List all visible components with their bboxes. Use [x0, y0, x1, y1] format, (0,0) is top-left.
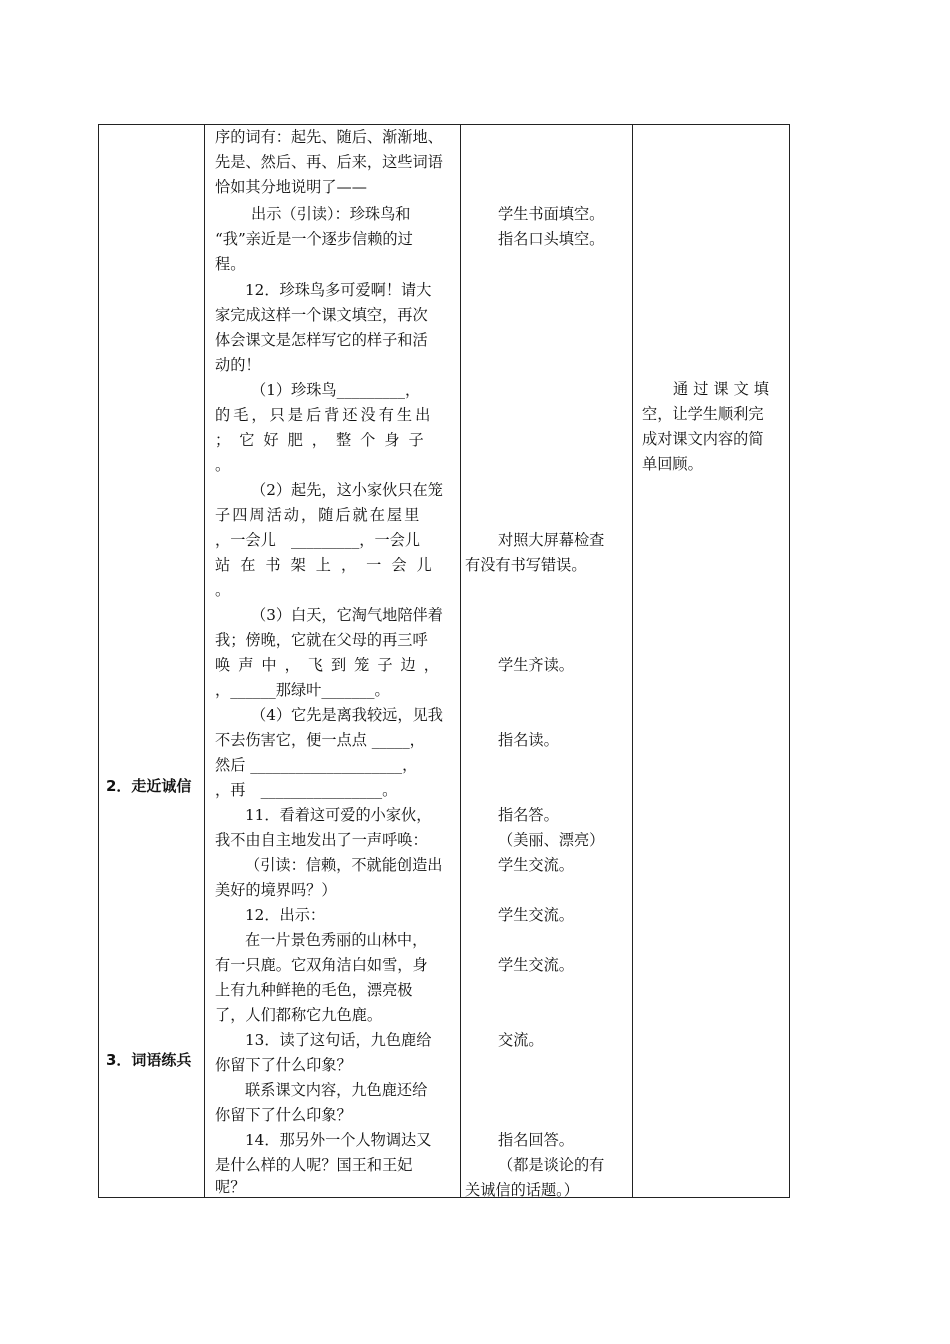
- text-line: 程。: [215, 255, 246, 273]
- text-line: 我不由自主地发出了一声呼唤：: [215, 831, 428, 849]
- text-line: ，______那绿叶_______。: [215, 681, 390, 699]
- text-line: （美丽、漂亮）: [498, 831, 605, 849]
- text-line: 12．珍珠鸟多可爱啊！请大: [245, 281, 432, 299]
- text-line: 空，让学生顺利完: [642, 405, 764, 423]
- text-line: 14．那另外一个人物调达又: [245, 1131, 432, 1149]
- text-line: （4）它先是离我较远，见我: [251, 706, 443, 724]
- text-line: 13．读了这句话，九色鹿给: [245, 1031, 432, 1049]
- text-line: ，一会儿 _________，一会儿: [215, 531, 421, 549]
- text-line: 子四周活动，随后就在屋里: [215, 506, 422, 524]
- text-line: 在一片景色秀丽的山林中，: [245, 931, 428, 949]
- teacher-activity-column: [205, 125, 461, 1198]
- text-line: 关诚信的话题。）: [465, 1181, 579, 1199]
- text-line: 先是、然后、再、后来，这些词语: [215, 153, 443, 171]
- text-line: 我；傍晚，它就在父母的再三呼: [215, 631, 428, 649]
- text-line: ，再 ________________。: [215, 781, 398, 799]
- text-line: 指名答。: [498, 806, 559, 824]
- student-activity-column: [461, 125, 633, 1198]
- text-line: 动的！: [215, 356, 261, 374]
- text-line: 你留下了什么印象？: [215, 1056, 352, 1074]
- text-line: 通过课文填: [673, 380, 774, 398]
- text-line: 唤声中，飞到笼子边，: [215, 656, 447, 674]
- text-line: 12．出示：: [245, 906, 326, 924]
- text-line: （引读：信赖，不就能创造出: [245, 856, 443, 874]
- text-line: 站在书架上，一会儿: [215, 556, 442, 574]
- text-line: （都是谈论的有: [498, 1156, 605, 1174]
- text-line: 学生齐读。: [498, 656, 574, 674]
- text-line: 恰如其分地说明了——: [215, 178, 367, 196]
- text-line: 不去伤害它，便一点点 _____，: [215, 731, 425, 749]
- text-line: 了，人们都称它九色鹿。: [215, 1006, 383, 1024]
- section-title-vocabulary: 3．词语练兵: [106, 1051, 192, 1069]
- text-line: 交流。: [498, 1031, 544, 1049]
- text-line: 美好的境界吗？）: [215, 881, 337, 899]
- section-title-honesty: 2．走近诚信: [106, 777, 192, 795]
- text-line: 你留下了什么印象？: [215, 1106, 352, 1124]
- text-line: 学生交流。: [498, 956, 574, 974]
- text-line: 指名回答。: [498, 1131, 574, 1149]
- text-line: 11．看着这可爱的小家伙，: [245, 806, 432, 824]
- text-line: 指名读。: [498, 731, 559, 749]
- text-line: 。: [215, 581, 231, 599]
- text-line: （2）起先，这小家伙只在笼: [251, 481, 443, 499]
- text-line: ；它好肥，整个身子: [215, 431, 433, 449]
- text-line: 单回顾。: [642, 455, 703, 473]
- text-line: 有没有书写错误。: [465, 556, 587, 574]
- text-line: 呢？: [215, 1178, 246, 1196]
- text-line: 有一只鹿。它双角洁白如雪，身: [215, 956, 428, 974]
- text-line: （1）珍珠鸟_________，: [251, 381, 421, 399]
- text-line: （3）白天，它淘气地陪伴着: [251, 606, 443, 624]
- text-line: 学生书面填空。: [498, 205, 605, 223]
- text-line: 学生交流。: [498, 906, 574, 924]
- text-line: 序的词有：起先、随后、渐渐地、: [215, 128, 443, 146]
- design-intent-column: [633, 125, 790, 1198]
- text-line: 然后 ____________________，: [215, 756, 418, 774]
- table-row: [99, 125, 790, 1198]
- text-line: 上有九种鲜艳的毛色，漂亮极: [215, 981, 413, 999]
- text-line: 联系课文内容，九色鹿还给: [245, 1081, 428, 1099]
- text-line: 是什么样的人呢？国王和王妃: [215, 1156, 413, 1174]
- text-line: 学生交流。: [498, 856, 574, 874]
- text-line: 出示（引读）：珍珠鸟和: [251, 205, 411, 223]
- lesson-plan-table: [98, 124, 790, 1198]
- text-line: 成对课文内容的简: [642, 430, 764, 448]
- text-line: 家完成这样一个课文填空，再次: [215, 306, 428, 324]
- text-line: 对照大屏幕检查: [498, 531, 605, 549]
- section-column: [99, 125, 205, 1198]
- text-line: 。: [215, 456, 231, 474]
- text-line: 指名口头填空。: [498, 230, 605, 248]
- text-line: 体会课文是怎样写它的样子和活: [215, 331, 428, 349]
- text-line: “我”亲近是一个逐步信赖的过: [215, 230, 413, 248]
- text-line: 的毛，只是后背还没有生出: [215, 406, 434, 424]
